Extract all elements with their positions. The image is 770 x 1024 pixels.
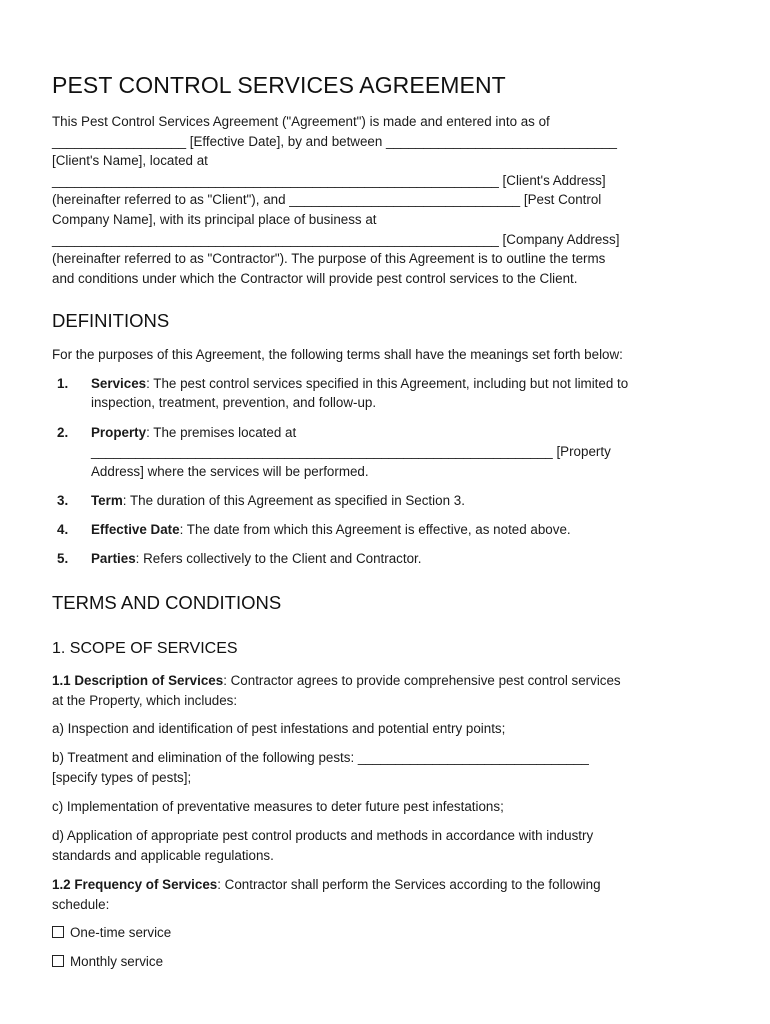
frequency-of-services xyxy=(52,875,722,914)
scope-item-text: [specify types of pests]; xyxy=(52,769,192,785)
definition-text: : The duration of this Agreement as specified in Section 3. xyxy=(122,493,465,508)
option-one-time[interactable] xyxy=(52,923,171,943)
definitions-heading: DEFINITIONS xyxy=(52,310,170,331)
definition-text: : The premises located at xyxy=(146,425,297,440)
definition-text: : The pest control services specified in this Agreement, including but not limited to xyxy=(146,376,629,391)
intro-line: and conditions under which the Contractor will provide pest control services to the Client. xyxy=(52,270,578,286)
terms-heading: TERMS AND CONDITIONS xyxy=(52,592,282,613)
definitions-intro-text: For the purposes of this Agreement, the following terms shall have the meanings set forth below: xyxy=(52,347,623,362)
definition-term: Parties xyxy=(91,551,136,566)
definitions-intro xyxy=(52,345,722,365)
option-monthly[interactable] xyxy=(52,952,163,972)
scope-item-text: b) Treatment and elimination of the following pests: _______________________________ xyxy=(52,750,589,765)
definition-text: : The date from which this Agreement is effective, as noted above. xyxy=(179,522,571,537)
definition-text: ______________________________________________________________ [Property xyxy=(91,444,611,460)
definition-term: Term xyxy=(91,493,123,508)
section-term: 1.1 Description of Services xyxy=(52,673,224,688)
scope-item-text: a) Inspection and identification of pest infestations and potential entry points; xyxy=(52,721,506,736)
section-text: : Contractor agrees to provide comprehensive pest control services xyxy=(223,673,621,688)
intro-line: ____________________________________________________________ [Company Address] xyxy=(52,231,620,247)
definition-text: : Refers collectively to the Client and Contractor. xyxy=(135,551,422,566)
checkbox-icon[interactable] xyxy=(52,926,64,938)
scope-item-a xyxy=(52,719,722,739)
intro-line: __________________ [Effective Date], by and between _______________________________ xyxy=(52,133,617,149)
intro-line: This Pest Control Services Agreement ("Agreement") is made and entered into as of xyxy=(52,114,550,129)
section-term: 1.2 Frequency of Services xyxy=(52,877,218,892)
intro-line: ____________________________________________________________ [Client's Address] xyxy=(52,172,606,188)
option-label: Monthly service xyxy=(70,954,164,969)
scope-item-text: c) Implementation of preventative measures to deter future pest infestations; xyxy=(52,799,504,814)
definition-number: 3. xyxy=(57,493,69,508)
scope-item-b xyxy=(52,748,722,787)
definition-text: inspection, treatment, prevention, and follow-up. xyxy=(91,395,377,411)
intro-line: Company Name], with its principal place of business at xyxy=(52,211,377,227)
definition-text: Address] where the services will be performed. xyxy=(91,463,369,479)
intro-paragraph xyxy=(52,112,722,288)
definition-number: 1. xyxy=(57,376,69,391)
document-title: PEST CONTROL SERVICES AGREEMENT xyxy=(52,72,506,98)
scope-heading: 1. SCOPE OF SERVICES xyxy=(52,640,238,657)
section-text: schedule: xyxy=(52,896,110,912)
definition-term: Property xyxy=(91,425,147,440)
option-label: One-time service xyxy=(70,925,172,940)
scope-item-c xyxy=(52,797,722,817)
section-text: : Contractor shall perform the Services according to the following xyxy=(217,877,601,892)
definition-number: 5. xyxy=(57,551,69,566)
definition-number: 4. xyxy=(57,522,69,537)
definition-term: Effective Date xyxy=(91,522,180,537)
definition-term: Services xyxy=(91,376,147,391)
definition-number: 2. xyxy=(57,425,69,440)
scope-item-text: standards and applicable regulations. xyxy=(52,847,274,863)
intro-line: [Client's Name], located at xyxy=(52,153,208,169)
intro-line: (hereinafter referred to as "Contractor"). The purpose of this Agreement is to outline the terms xyxy=(52,251,606,267)
intro-line: (hereinafter referred to as "Client"), and _______________________________ [Pest Control xyxy=(52,192,602,208)
scope-item-text: d) Application of appropriate pest control products and methods in accordance with industry xyxy=(52,828,594,843)
section-text: at the Property, which includes: xyxy=(52,692,238,708)
scope-item-d xyxy=(52,826,722,865)
checkbox-icon[interactable] xyxy=(52,955,64,967)
description-of-services xyxy=(52,671,722,710)
